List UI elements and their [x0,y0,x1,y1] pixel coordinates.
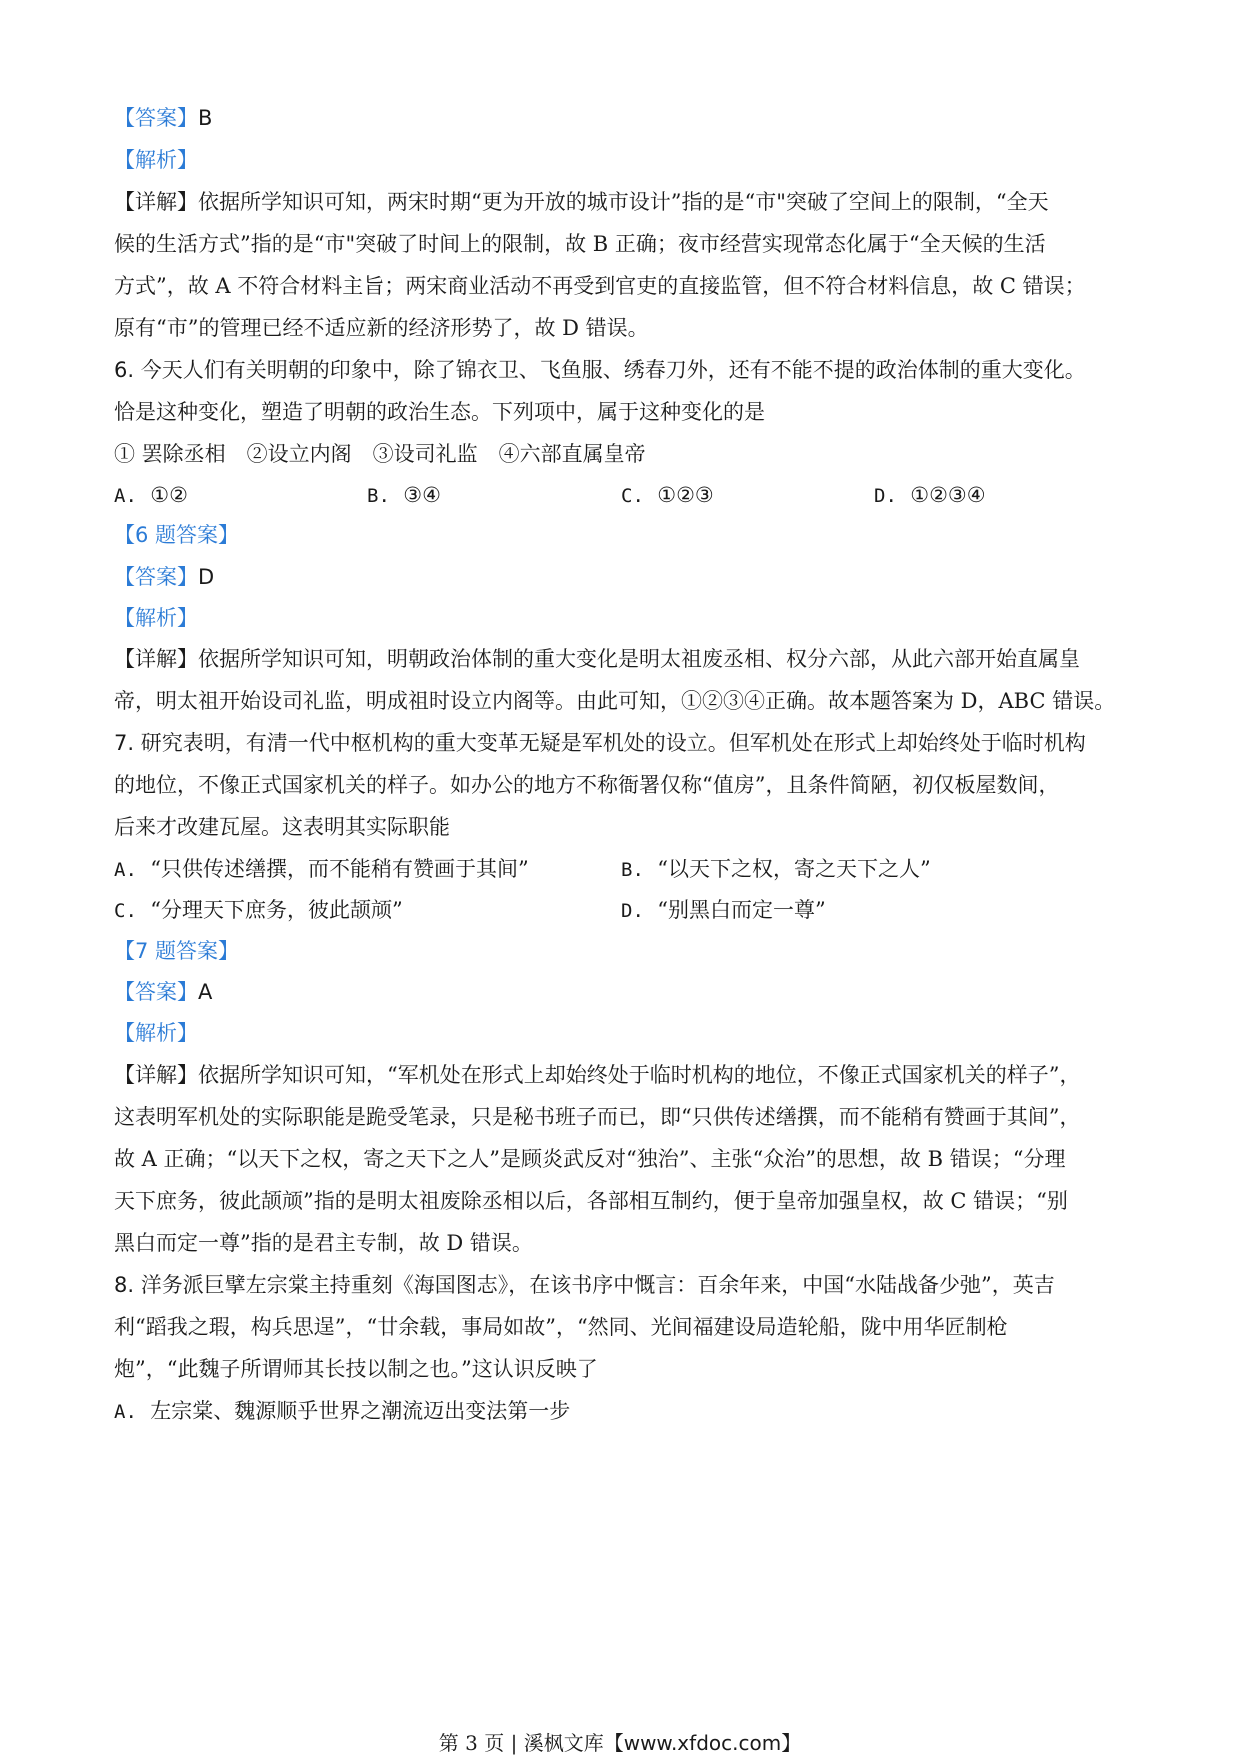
q6-detail-line-1: 【详解】依据所学知识可知，明朝政治体制的重大变化是明太祖废丞相、权分六部，从此六部开始直属皇 [114,647,1080,671]
answer-value: A [198,980,213,1004]
q7-option-a[interactable]: A. “只供传述缮撰，而不能稍有赞画于其间” [114,857,529,881]
q6-option-a[interactable]: A. ①② [114,483,188,507]
answer-label: 【答案】 [114,106,198,130]
detail-label: 【详解】 [114,1063,198,1087]
q6-option-b[interactable]: B. ③④ [367,483,441,507]
site-name: 溪枫文库 [523,1731,604,1755]
answer-label: 【答案】 [114,565,198,589]
q8-stem-line-2: 利“蹈我之瑕，构兵思逞”，“廿余载，事局如故”，“然同、光间福建设局造轮船，陇中用华匠制枪 [114,1315,1008,1339]
q6-answer-line [114,563,214,591]
q8-stem-line-3: 炮”，“此魏子所谓师其长技以制之也。”这认识反映了 [114,1357,598,1381]
q7-option-c[interactable]: C. “分理天下庶务，彼此颉颃” [114,898,403,922]
q5-detail-line-2: 候的生活方式”指的是“市"突破了时间上的限制，故 B 正确；夜市经营实现常态化属于“全天候的生活 [114,232,1046,256]
q6-items: ① 罢除丞相 ②设立内阁 ③设司礼监 ④六部直属皇帝 [114,442,646,466]
answer-value: B [198,106,213,130]
question-number: 6. [114,358,135,382]
detail-label: 【详解】 [114,647,198,671]
q7-stem-line-3: 后来才改建瓦屋。这表明其实际职能 [114,815,450,839]
answer-label: 【答案】 [114,980,198,1004]
q6-option-d[interactable]: D. ①②③④ [874,483,986,507]
q5-detail-line-4: 原有“市”的管理已经不适应新的经济形势了，故 D 错误。 [114,316,649,340]
q6-stem-line-1: 6. 今天人们有关明朝的印象中，除了锦衣卫、飞鱼服、绣春刀外，还有不能不提的政治体制的重大变化。 [114,358,1086,382]
q7-stem-line-1: 7. 研究表明，有清一代中枢机构的重大变革无疑是军机处的设立。但军机处在形式上却始终处于临时机构 [114,731,1086,755]
q7-detail-line-1: 【详解】依据所学知识可知，“军机处在形式上却始终处于临时机构的地位，不像正式国家机关的样子”， [114,1063,1081,1087]
q5-analysis-label: 【解析】 [114,148,198,172]
q7-option-d[interactable]: D. “别黑白而定一尊” [621,898,826,922]
answer-value: D [198,565,215,589]
detail-label: 【详解】 [114,190,198,214]
q5-detail-line-1: 【详解】依据所学知识可知，两宋时期“更为开放的城市设计”指的是“市"突破了空间上的限制，“全天 [114,190,1049,214]
q5-detail-line-3: 方式”，故 A 不符合材料主旨；两宋商业活动不再受到官吏的直接监管，但不符合材料信息，故 C 错误； [114,274,1086,298]
q7-detail-line-3: 故 A 正确；“以天下之权，寄之天下之人”是顾炎武反对“独治”、主张“众治”的思想，故 B 错误；“分理 [114,1147,1066,1171]
question-number: 8. [114,1273,135,1297]
q7-stem-line-2: 的地位，不像正式国家机关的样子。如办公的地方不称衙署仅称“值房”，且条件简陋，初仅板屋数间， [114,773,1060,797]
page-footer [0,1731,1240,1755]
site-url-link[interactable]: 【www.xfdoc.com】 [603,1731,802,1755]
q8-option-a[interactable]: A. 左宗棠、魏源顺乎世界之潮流迈出变法第一步 [114,1399,571,1423]
q6-detail-line-2: 帝，明太祖开始设司礼监，明成祖时设立内阁等。由此可知，①②③④正确。故本题答案为 D，ABC 错误。 [114,689,1116,713]
q7-option-b[interactable]: B. “以天下之权，寄之天下之人” [621,857,931,881]
q7-detail-line-2: 这表明军机处的实际职能是跪受笔录，只是秘书班子而已，即“只供传述缮撰，而不能稍有赞画于其间”， [114,1105,1081,1129]
q6-option-c[interactable]: C. ①②③ [621,483,714,507]
page-number: 第 3 页 [438,1731,505,1755]
q7-answer-heading: 【7 题答案】 [114,939,240,963]
q5-answer-line [114,104,212,132]
q7-detail-line-5: 黑白而定一尊”指的是君主专制，故 D 错误。 [114,1231,533,1255]
footer-separator: | [510,1731,518,1755]
question-number: 7. [114,731,135,755]
q6-analysis-label: 【解析】 [114,606,198,630]
q8-stem-line-1: 8. 洋务派巨擘左宗棠主持重刻《海国图志》，在该书序中慨言：百余年来，中国“水陆战备少弛”，英吉 [114,1273,1055,1297]
q7-detail-line-4: 天下庶务，彼此颉颃”指的是明太祖废除丞相以后，各部相互制约，便于皇帝加强皇权，故 C 错误；“别 [114,1189,1068,1213]
q6-stem-line-2: 恰是这种变化，塑造了明朝的政治生态。下列项中，属于这种变化的是 [114,400,765,424]
q7-answer-line [114,978,212,1006]
q7-analysis-label: 【解析】 [114,1021,198,1045]
q6-answer-heading: 【6 题答案】 [114,523,240,547]
